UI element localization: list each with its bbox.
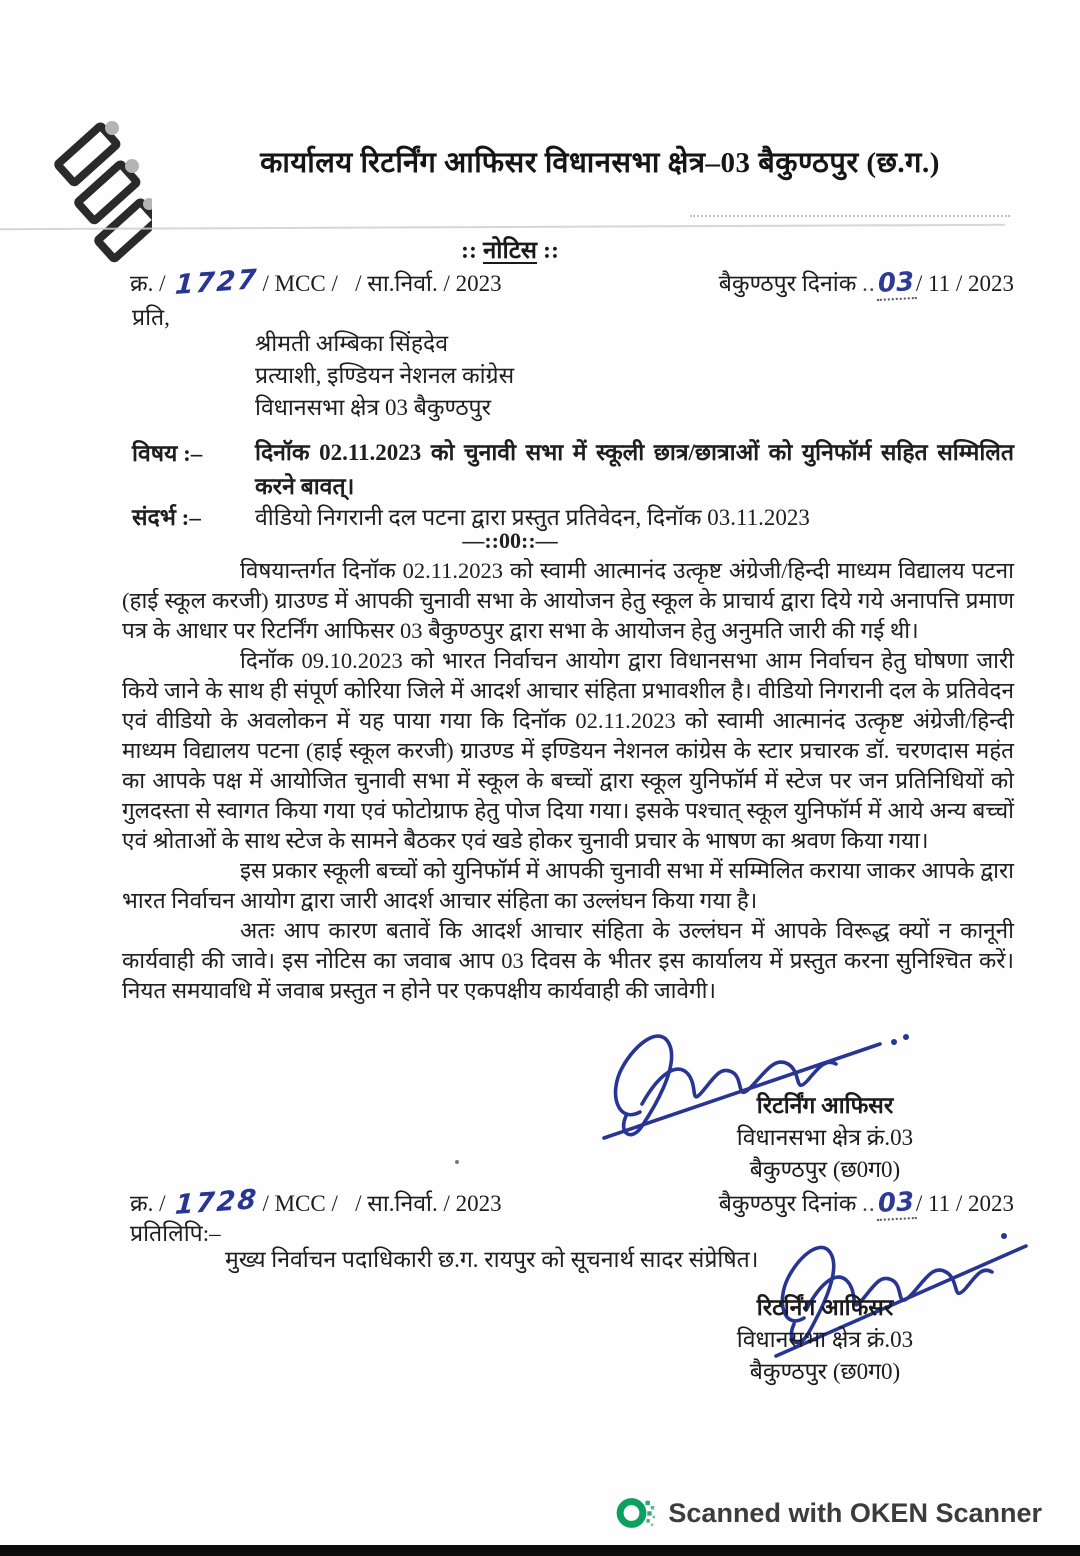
letter-number-1: क्र. / 1727 / MCC / / सा.निर्वा. / 2023 (130, 263, 502, 302)
body-paragraph-2: दिनॉक 09.10.2023 को भारत निर्वाचन आयोग द्वारा विधानसभा आम निर्वाचन हेतु घोषणा जारी किये जाने के साथ ही संपूर्ण कोरिया जिले में आदर्श आचार संहिता प्रभावशील है। वीडियो निगरानी दल के प्रतिवेदन एवं वीडियो के अवलोकन में यह पाया गया कि दिनॉक 02.11.2023 को स्वामी आत्मानंद उत्कृष्ट अंग्रेजी/हिन्दी माध्यम विद्यालय पटना (हाई स्कूल करजी) ग्राउण्ड में इण्डियन नेशनल कांग्रेस के स्टार प्रचारक डॉ. चरणदास महंत का आपके पक्ष में आयोजित चुनावी सभा में स्कूल के बच्चों द्वारा स्कूल युनिफॉर्म में स्टेज पर जन प्रतिनिधियों को गुलदस्ता से स्वागत किया गया एवं फोटोग्राफ हेतु पोज दिया गया। इसके पश्चात् स्कूल युनिफॉर्म में आये अन्य बच्चों एवं श्रोताओं के साथ स्टेज के सामने बैठकर एवं खडे होकर चुनावी प्रचार के भाषण का श्रवण किया गया। (122, 648, 1014, 853)
signatory-2-title: रिटर्निंग आफिसर (756, 1295, 894, 1320)
notice-body (122, 556, 1014, 1006)
notice-word: नोटिस (482, 238, 538, 264)
handwritten-date-2: 03 (875, 1187, 917, 1221)
signatory-block-2 (680, 1292, 970, 1388)
signatory-1-place: बैकुण्ठपुर (छ0ग0) (749, 1157, 901, 1182)
reference-number-row-1 (130, 263, 1014, 302)
handwritten-letter-number-2: 1728 (174, 1183, 260, 1222)
scanner-footer-text: Scanned with OKEN Scanner (668, 1497, 1042, 1528)
reference-text: वीडियो निगरानी दल पटना द्वारा प्रस्तुत प्रतिवेदन, दिनॉक 03.11.2023 (255, 505, 810, 530)
reference-number-row-2 (130, 1183, 1014, 1222)
letter-number-2: क्र. / 1728 / MCC / / सा.निर्वा. / 2023 (130, 1183, 502, 1222)
signatory-block-1 (680, 1090, 970, 1186)
notice-title (0, 233, 1020, 266)
addressee-name: श्रीमती अम्बिका सिंहदेव (255, 331, 449, 356)
place-date-2: बैकुण्ठपुर दिनांक ..03/ 11 / 2023 (719, 1186, 1014, 1220)
scan-artifact-line-2 (690, 215, 1010, 217)
reference-label: संदर्भ :– (132, 505, 201, 530)
subject-text: दिनॉक 02.11.2023 को चुनावी सभा में स्कूली छात्र/छात्राओं को युनिफॉर्म सहित सम्मिलित करने बावत्। (255, 440, 1014, 499)
handwritten-letter-number-1: 1727 (174, 263, 260, 302)
copy-label: प्रतिलिपि:– (130, 1221, 221, 1246)
section-divider: ––::00::–– (462, 528, 558, 553)
signatory-2-constituency: विधानसभा क्षेत्र क्रं.03 (736, 1327, 914, 1352)
signatory-1-title: रिटर्निंग आफिसर (756, 1093, 894, 1118)
notice-suffix: :: (537, 238, 560, 264)
body-paragraph-1: विषयान्तर्गत दिनॉक 02.11.2023 को स्वामी आत्मानंद उत्कृष्ट अंग्रेजी/हिन्दी माध्यम विद्यालय पटना (हाई स्कूल करजी) ग्राउण्ड में आपकी चुनावी सभा के आयोजन हेतु स्कूल के प्राचार्य द्वारा दिये गये अनापत्ति प्रमाण पत्र के आधार पर रिटर्निंग आफिसर 03 बैकुण्ठपुर द्वारा सभा के आयोजन हेतु अनुमति जारी की गई थी। (122, 558, 1014, 643)
addressee-designation: प्रत्याशी, इण्डियन नेशनल कांग्रेस (255, 363, 515, 388)
scan-speck (455, 1160, 459, 1164)
signatory-2-place: बैकुण्ठपुर (छ0ग0) (749, 1359, 901, 1384)
body-paragraph-4: अतः आप कारण बतावें कि आदर्श आचार संहिता के उल्लंघन में आपके विरूद्ध क्यों न कानूनी कार्यवाही की जावे। इस नोटिस का जवाब आप 03 दिवस के भीतर इस कार्यालय में प्रस्तुत करना सुनिश्चित करें। नियत समयावधि में जवाब प्रस्तुत न होने पर एकपक्षीय कार्यवाही की जावेगी। (122, 918, 1014, 1003)
subject-label: विषय :– (132, 441, 203, 466)
subject-row (132, 436, 1014, 504)
handwritten-date-1: 03 (875, 267, 917, 301)
place-date-1: बैकुण्ठपुर दिनांक ..03/ 11 / 2023 (719, 266, 1014, 300)
copy-recipient: मुख्य निर्वाचन पदाधिकारी छ.ग. रायपुर को सूचनार्थ सादर संप्रेषित। (225, 1247, 759, 1272)
notice-prefix: :: (460, 238, 483, 264)
addressee-block (255, 328, 514, 424)
scan-bottom-bar (0, 1545, 1080, 1556)
signatory-1-constituency: विधानसभा क्षेत्र क्रं.03 (736, 1125, 914, 1150)
oken-scanner-logo-icon (614, 1492, 656, 1534)
office-header-title: कार्यालय रिटर्निंग आफिसर विधानसभा क्षेत्र–03 बैकुण्ठपुर (छ.ग.) (260, 147, 940, 179)
body-paragraph-3: इस प्रकार स्कूली बच्चों को युनिफॉर्म में आपकी चुनावी सभा में सम्मिलित कराया जाकर आपके द्वारा भारत निर्वाचन आयोग द्वारा जारी आदर्श आचार संहिता का उल्लंघन किया गया है। (122, 858, 1014, 913)
scanner-footer (614, 1492, 1042, 1534)
addressee-constituency: विधानसभा क्षेत्र 03 बैकुण्ठपुर (255, 395, 492, 420)
to-label: प्रति, (132, 305, 170, 330)
